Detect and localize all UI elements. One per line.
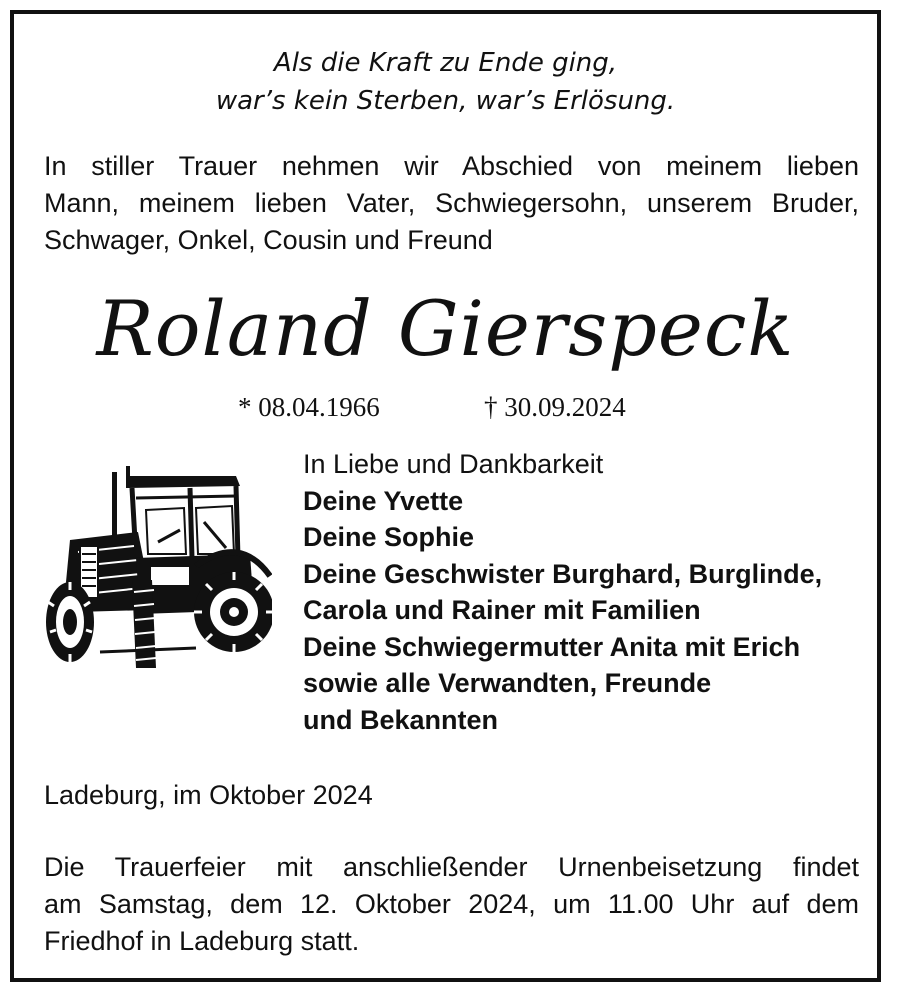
place-date: Ladeburg, im Oktober 2024 bbox=[44, 780, 373, 810]
intro-text bbox=[44, 148, 859, 259]
deceased-name: Roland Gierspeck bbox=[96, 284, 795, 373]
mourner-line: Deine Sophie bbox=[303, 522, 475, 552]
intro-line: Mann, meinem lieben Vater, Schwiegersohn, unserem Bruder, bbox=[44, 188, 859, 218]
mourner-line: Deine Geschwister Burghard, Burglinde, bbox=[303, 558, 823, 589]
motto-line: war’s kein Sterben, war’s Erlösung. bbox=[215, 86, 676, 116]
mourner-line: Deine Schwiegermutter Anita mit Erich bbox=[303, 631, 801, 662]
obituary-notice bbox=[10, 10, 881, 982]
intro-line: Schwager, Onkel, Cousin und Freund bbox=[44, 225, 493, 255]
mourner-line: Deine Yvette bbox=[303, 485, 464, 516]
mourner-line: sowie alle Verwandten, Freunde bbox=[303, 668, 712, 698]
intro-line: In stiller Trauer nehmen wir Abschied von meinem lieben bbox=[44, 151, 859, 181]
death-date: † 30.09.2024 bbox=[484, 392, 626, 422]
mourners-lead: In Liebe und Dankbarkeit bbox=[303, 449, 604, 479]
motto-line: Als die Kraft zu Ende ging, bbox=[273, 48, 618, 78]
service-line: am Samstag, dem 12. Oktober 2024, um 11.00 Uhr auf dem bbox=[44, 889, 859, 919]
mourner-line: Carola und Rainer mit Familien bbox=[303, 595, 701, 625]
mourner-line: und Bekannten bbox=[303, 704, 499, 735]
mourners-list bbox=[303, 446, 873, 738]
motto-verse bbox=[14, 44, 877, 120]
tractor-icon bbox=[40, 462, 272, 670]
birth-date: * 08.04.1966 bbox=[238, 392, 380, 422]
funeral-service-info bbox=[44, 849, 859, 960]
service-line: Die Trauerfeier mit anschließender Urnenbeisetzung findet bbox=[44, 852, 859, 882]
service-line: Friedhof in Ladeburg statt. bbox=[44, 926, 360, 956]
